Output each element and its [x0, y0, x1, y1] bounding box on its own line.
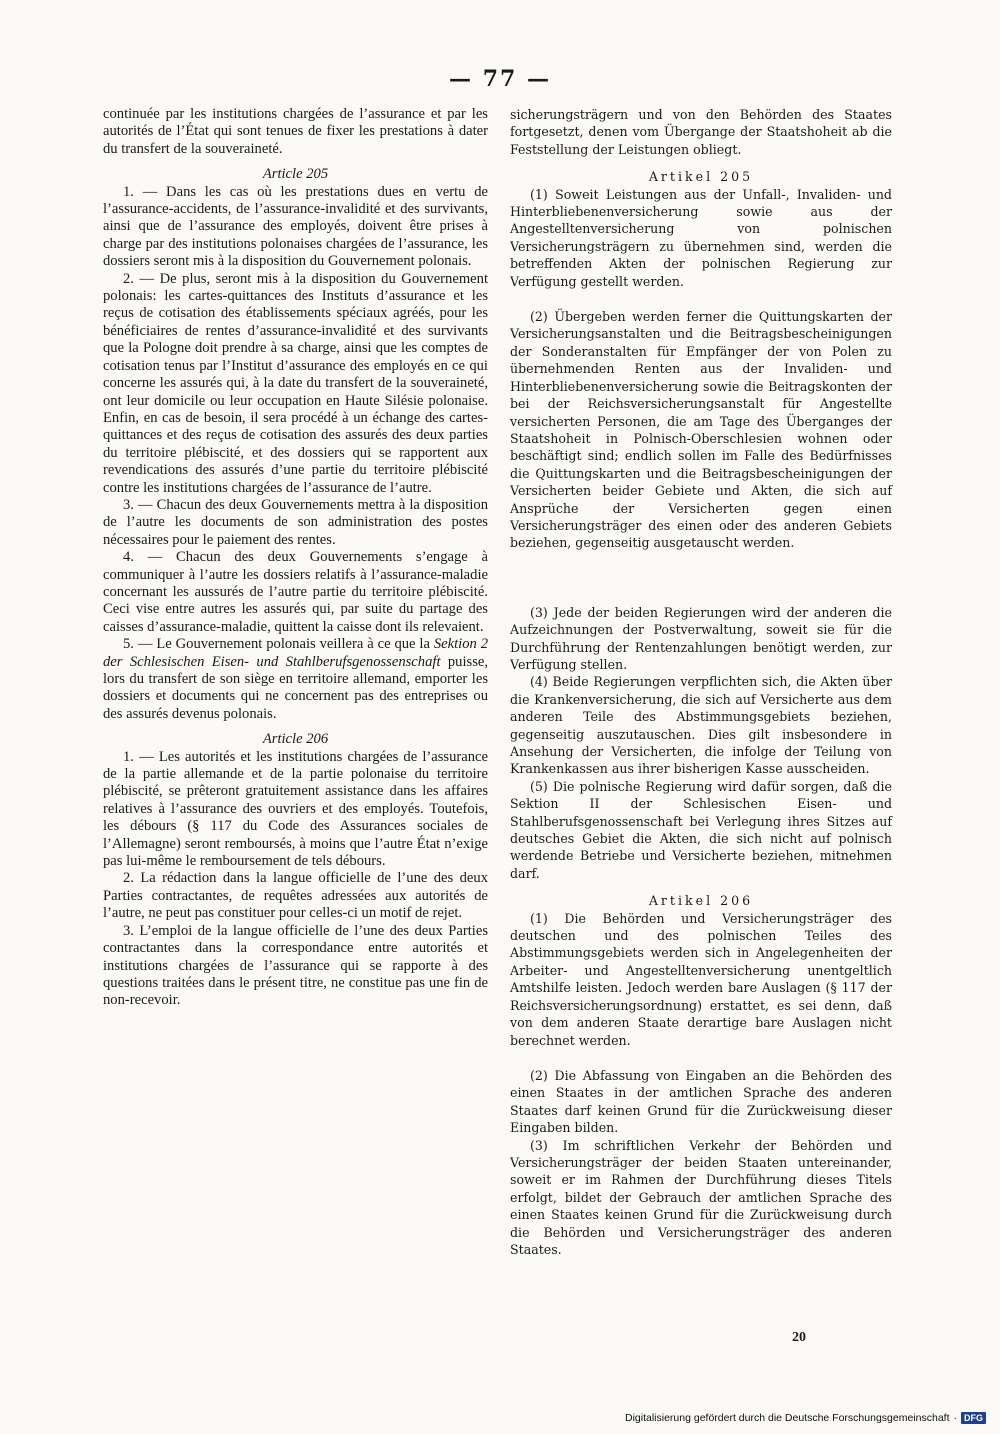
french-intro: continuée par les institutions chargées de l’assurance et par les autorités de l’État qui sont tenues de fixer les prestations à dater du transfert de la souveraineté. — [103, 106, 488, 157]
german-article-205-paragraph-2: (2) Übergeben werden ferner die Quittungskarten der Versicherungsanstalten und die Beitragsbescheinigungen der Sonderanstalten für Empfänger der von Polen zu übernehmenden Renten aus der Invaliden- und Hinterbliebenenversicherung sowie die Beitragskonten der bei der Reichsversicherungsanstalt für Angestellte versicherten Personen, die am Tage des Überganges der Staatshoheit in Polnisch-Oberschlesien wohnen oder beschäftigt sind; endlich sollen im Falle des Bedürfnisses die Quittungskarten und die Beitragsbescheinigungen der Versicherten beider Gebiete und Akten, die sich auf Ansprüche der Versicherten gegen einen Versicherungsträger des einen oder des anderen Gebiets beziehen, gegenseitig ausgetauscht werden. — [510, 309, 892, 551]
footer-text: Digitalisierung gefördert durch die Deutsche Forschungsgemeinschaft — [624, 1412, 950, 1424]
digitization-footer — [625, 1412, 986, 1424]
footer-separator: · — [953, 1412, 957, 1424]
french-p5-start: 5. — Le Gouvernement polonais veillera à ce que la — [123, 636, 434, 653]
french-article-205-paragraph-2: 2. — De plus, seront mis à la disposition du Gouvernement polonais: les cartes-quittances des Instituts d’assurance et les reçus de cotisation des établissements spéciaux agréés, pour les bénéficiaires de rentes d’assurance-invalidité et des survivants que la Pologne doit prendre à sa charge, ainsi que les comptes de cotisation tenus par l’Institut d’assurance des employés en ce qui concerne les assurés qui, à la date du transfert de la souveraineté, ont leur domicile ou leur occupation en Haute Silésie polonaise. Enfin, en cas de besoin, il sera procédé à un échange des cartes-quittances et des reçus de cotisation des assurés des deux parties du territoire plébiscité, et des dossiers qui se rapportent aux revendications des assurés d’une partie du territoire plébiscité contre les institutions chargées de l’assurance de l’autre. — [103, 270, 488, 496]
french-article-206-paragraph-3: 3. L’emploi de la langue officielle de l’une des deux Parties contractantes dans la correspondance entre autorités et institutions chargées de l’assurance qui se rapporte à des questions traitées dans le présent titre, ne constitue pas une fin de non-recevoir. — [103, 922, 488, 1009]
french-article-206-paragraph-2: 2. La rédaction dans la langue officielle de l’une des deux Parties contractantes, de requêtes adressées aux autorités de l’autre, ne peut pas constituer pour celles-ci un motif de rejet. — [103, 870, 488, 922]
sheet-number: 20 — [792, 1330, 806, 1345]
french-article-205-title: Article 205 — [262, 166, 329, 183]
german-article-206-title: Artikel 206 — [648, 893, 754, 909]
german-intro: sicherungsträgern und von den Behörden des Staates fortgesetzt, denen vom Übergange der Staatshoheit ab die Feststellung der Leistungen obliegt. — [510, 107, 892, 157]
french-article-205-paragraph-5 — [103, 636, 488, 723]
french-article-205-paragraph-3: 3. — Chacun des deux Gouvernements mettra à la disposition de l’autre les documents de son administration des postes nécessaires pour le paiement des rentes. — [103, 496, 488, 548]
german-article-205-paragraph-3: (3) Jede der beiden Regierungen wird der anderen die Aufzeichnungen der Postverwaltung, soweit sie für die Durchführung der Rentenzahlungen benötigt werden, zur Verfügung stellen. — [510, 604, 892, 672]
french-article-205-paragraph-1: 1. — Dans les cas où les prestations dues en vertu de l’assurance-accidents, de l’assurance-invalidité et des survivants, ainsi que de l’assurance des employés, doivent être prises à charge par des institutions polonaises chargées de l’assurance, les dossiers seront mis à la disposition du Gouvernement polonais. — [103, 183, 488, 270]
german-article-206-paragraph-2: (2) Die Abfassung von Eingaben an die Behörden des einen Staates in der amtlichen Sprache des anderen Staates darf keinen Grund für die Zurückweisung dieser Eingaben bilden. — [510, 1067, 892, 1136]
french-article-206-title: Article 206 — [262, 731, 329, 748]
french-column — [103, 106, 488, 1010]
french-article-205-paragraph-4: 4. — Chacun des deux Gouvernements s’engage à communiquer à l’autre les dossiers relatifs à l’assurance-maladie concernant les aussurés de l’autre partie du territoire plébiscité. Ceci vise entre autres les assurés qui, par suite du partage des caisses d’assurance-maladie, quittent la caisse dont ils relevaient. — [103, 549, 488, 635]
german-article-206-paragraph-1: (1) Die Behörden und Versicherungsträger des deutschen und des polnischen Teiles des Abstimmungsgebiets werden sich in Angelegenheiten der Arbeiter- und Angestelltenversicherung unentgeltlich Amtshilfe leisten. Jedoch werden bare Auslagen (§ 117 der Reichsversicherungsordnung) erstattet, es sei denn, daß von dem anderen Staate derartige bare Auslagen nicht berechnet werden. — [510, 910, 892, 1048]
dfg-logo-icon: DFG — [961, 1412, 986, 1424]
french-article-206-paragraph-1: 1. — Les autorités et les institutions chargées de l’assurance de la partie allemande et de la partie polonaise du territoire plébiscité, se prêteront gratuitement assistance dans les affaires relatives à l’assurance des ouvriers et des employés. Toutefois, les débours (§ 117 du Code des Assurances sociales de l’Allemagne) seront remboursés, à moins que l’autre État n’exige pas lui-même le remboursement de tels débours. — [103, 748, 488, 870]
french-p5-company-name: Sektion 2 der Schlesischen Eisen- und Stahlberufsgenossenschaft — [103, 636, 488, 670]
german-article-206-paragraph-3: (3) Im schriftlichen Verkehr der Behörden und Versicherungsträger der beiden Staaten untereinander, soweit er im Rahmen der Durchführung dieses Titels erfolgt, bildet der Gebrauch der amtlichen Sprache des einen Staates keinen Grund für die Zurückweisung durch die Behörden und Versicherungsträger des anderen Staates. — [510, 1137, 892, 1257]
german-article-205-paragraph-5: (5) Die polnische Regierung wird dafür sorgen, daß die Sektion II der Schlesischen Eisen- und Stahlberufsgenossenschaft bei Verlegung ihres Sitzes auf deutsches Gebiet die Akten, die sich nicht auf polnisch werdende Betriebe und Versicherte beziehen, mitnehmen darf. — [510, 778, 892, 881]
german-article-205-paragraph-4: (4) Beide Regierungen verpflichten sich, die Akten über die Krankenversicherung, die sich auf Versicherte aus dem anderen Teile des Abstimmungsgebiets beziehen, gegenseitig auszutauschen. Dies gilt insbesondere in Ansehung der Versicherten, die infolge der Teilung von Krankenkassen aus ihrer bisherigen Kasse ausscheiden. — [510, 674, 892, 777]
german-article-205-title: Artikel 205 — [648, 169, 754, 185]
french-p5-end: puisse, lors du transfert de son siège en territoire allemand, emporter les dossiers et documents qui ne concernent pas des entreprises ou des assurés devenus polonais. — [103, 653, 488, 722]
german-article-205-paragraph-1: (1) Soweit Leistungen aus der Unfall-, Invaliden- und Hinterbliebenenversicherung sowie aus der Angestelltenversicherung von polnischen Versicherungsträgern zu übernehmen sind, werden die betreffenden Akten der polnischen Regierung zur Verfügung gestellt werden. — [510, 186, 892, 289]
german-column — [510, 106, 892, 1258]
page-number: — 77 — — [449, 66, 551, 92]
